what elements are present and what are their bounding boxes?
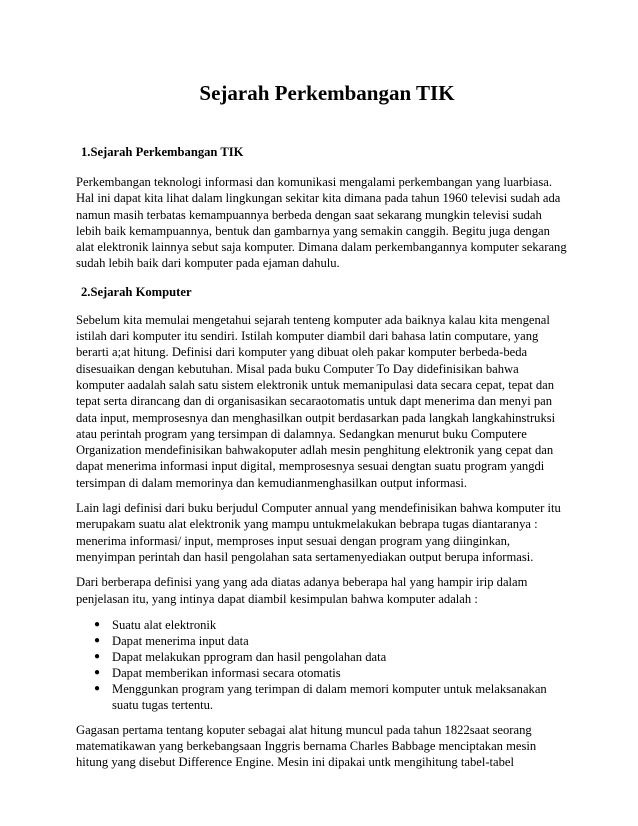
section-heading-sejarah-tik: 1.Sejarah Perkembangan TIK bbox=[81, 145, 244, 159]
section-heading-sejarah-komputer: 2.Sejarah Komputer bbox=[81, 284, 192, 299]
list-item bbox=[94, 665, 568, 681]
list-item-text: Suatu alat elektronik bbox=[112, 617, 217, 632]
list-item bbox=[94, 617, 568, 633]
paragraph-kesimpulan: Dari berberapa definisi yang yang ada diatas adanya beberapa hal yang hampir irip dalam penjelasan itu, yang intinya dapat diambil kesimpulan bahwa komputer adalah : bbox=[76, 575, 528, 606]
list-item-text: Dapat menerima input data bbox=[112, 633, 249, 648]
list-item-text: Menggunkan program yang terimpan di dalam memori komputer untuk melaksanakan suatu tugas tertentu. bbox=[112, 681, 547, 712]
paragraph-definisi-komputer: Sebelum kita memulai mengetahui sejarah tenteng komputer ada baiknya kalau kita mengenal istilah dari komputer itu sendiri. Istilah komputer diambil dari bahasa latin computare, yang berarti a;at hitung. Definisi dari komputer yang dibuat oleh pakar komputer berbeda-beda disesuaikan dengan kebutuhan. Misal pada buku Computer To Day didefinisikan bahwa komputer aadalah salah satu sistem elektronik untuk memanipulasi data secara cepat, tepat dan tepat serta dirancang dan di organisasikan secaraotomatis untuk dapt menerima dan menyi pan data input, memprosesnya dan menghasilkan outpit berdasarkan pada langkah langkahinstruksi atau perintah program yang tersimpan di dalamnya. Sedangkan menurut buku Computere Organization mendefinisikan bahwakoputer adlah mesin penghitung elektronik yang cepat dan dapat menerima informasi input digital, memprosesnya sesuai dengtan suatu program yangdi tersimpan di dalam memorinya dan kemudianmenghasilkan output informasi. bbox=[76, 312, 556, 490]
bullet-icon: ● bbox=[94, 650, 101, 662]
list-item bbox=[94, 649, 568, 665]
list-item bbox=[94, 633, 568, 649]
bullet-icon: ● bbox=[94, 634, 101, 646]
document-title: Sejarah Perkembangan TIK bbox=[199, 81, 455, 105]
list-item-text: Dapat melakukan pprogram dan hasil pengolahan data bbox=[112, 649, 387, 664]
paragraph-perkembangan-tik: Perkembangan teknologi informasi dan komunikasi mengalami perkembangan yang luarbiasa. Hal ini dapat kita lihat dalam lingkungan sekitar kita dimana pada tahun 1960 televisi sudah ada namun masih terbatas kemampuannya berbeda dengan saat sekarang mungkin televisi sudah lebih baik kemampuannya, bentuk dan gambarnya yang semakin canggih. Begitu juga dengan alat elektronik lainnya sebut saja komputer. Dimana dalam perkembangannya komputer sekarang sudah lebih baik dari komputer pada ejaman dahulu. bbox=[76, 175, 567, 271]
paragraph-charles-babbage: Gagasan pertama tentang koputer sebagai alat hitung muncul pada tahun 1822saat seorang matematikawan yang berkebangsaan Inggris bernama Charles Babbage menciptakan mesin hitung yang disebut Difference Engine. Mesin ini dipakai untk mengihitung tabel-tabel bbox=[76, 722, 537, 770]
list-item-text: Dapat memberikan informasi secara otomatis bbox=[112, 665, 341, 680]
list-item bbox=[94, 681, 568, 713]
bullet-list bbox=[76, 617, 568, 713]
paragraph-computer-annual: Lain lagi definisi dari buku berjudul Computer annual yang mendefinisikan bahwa komputer itu merupakam suatu alat elektronik yang mampu untukmelakukan bebrapa tugas diantaranya : menerima informasi/ input, memproses input sesuai dengan program yang diinginkan, menyimpan perintah dan hasil pengolahan sata sertamenyediakan output berupa informasi. bbox=[76, 501, 561, 564]
bullet-icon: ● bbox=[94, 618, 101, 630]
bullet-icon: ● bbox=[94, 666, 101, 678]
bullet-icon: ● bbox=[94, 682, 101, 694]
